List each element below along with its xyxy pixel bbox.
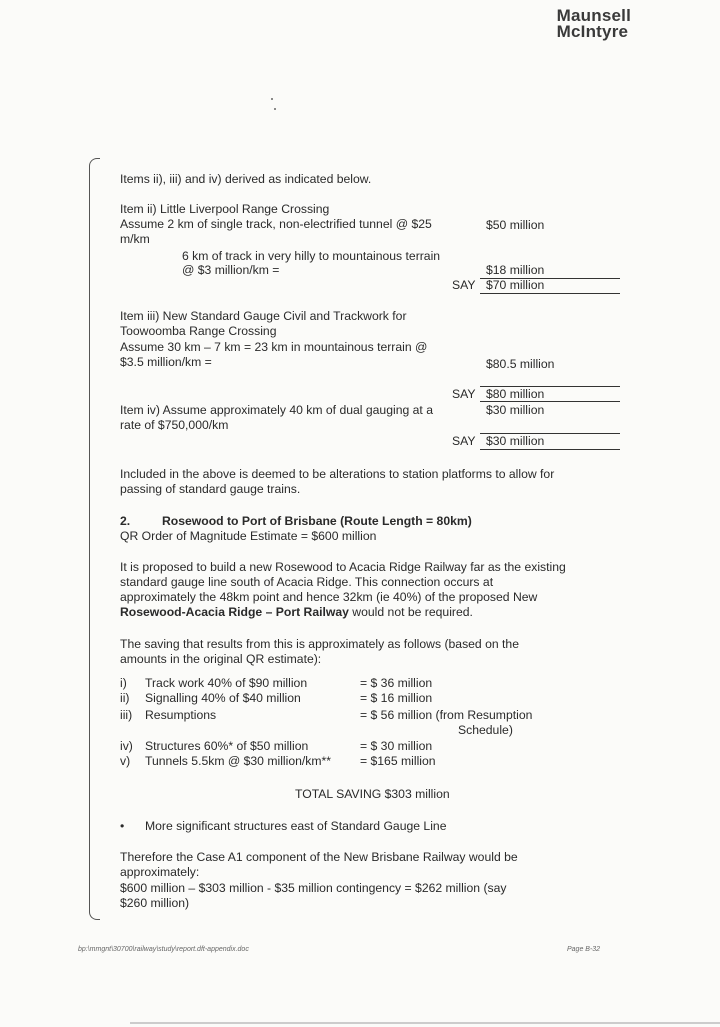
saving-item-label: Track work 40% of $90 million: [145, 676, 308, 690]
item2-amount1: $50 million: [486, 218, 545, 232]
proposal-railway-name: Rosewood-Acacia Ridge – Port Railway: [120, 605, 349, 619]
item2-line1: Assume 2 km of single track, non-electrified tunnel @ $25: [120, 217, 432, 231]
saving-item-num: v): [120, 754, 131, 768]
company-logo: [557, 8, 631, 40]
scan-speck: [274, 108, 276, 110]
item2-title: Item ii) Little Liverpool Range Crossing: [120, 202, 330, 216]
section2-number: 2.: [120, 514, 131, 528]
item2-line1b: m/km: [120, 232, 150, 246]
item2-line2: 6 km of track in very hilly to mountainous terrain: [182, 249, 441, 263]
section2-estimate: QR Order of Magnitude Estimate = $600 million: [120, 529, 377, 543]
item3-say: SAY: [452, 387, 476, 401]
included-line2: passing of standard gauge trains.: [120, 482, 301, 496]
saving-item-num: i): [120, 676, 127, 690]
saving-item-num: iii): [120, 708, 133, 722]
item3-title: Item iii) New Standard Gauge Civil and Trackwork for: [120, 309, 407, 323]
conclusion-line4: $260 million): [120, 896, 190, 910]
margin-bracket: [89, 158, 100, 920]
item2-total-line: [480, 293, 620, 294]
saving-item-value: = $ 30 million: [360, 739, 433, 753]
item3-amount: $80.5 million: [486, 357, 555, 371]
item3-title2: Toowoomba Range Crossing: [120, 324, 277, 338]
item4-total-line: [480, 449, 620, 450]
saving-line1: The saving that results from this is approximately as follows (based on the: [120, 637, 519, 651]
footer-page: Page B-32: [567, 946, 601, 953]
included-line1: Included in the above is deemed to be alterations to station platforms to allow for: [120, 467, 555, 481]
scan-speck: [271, 98, 273, 100]
item2-say: SAY: [452, 278, 476, 292]
bullet-text: More significant structures east of Standard Gauge Line: [145, 819, 447, 833]
item4-line1: Item iv) Assume approximately 40 km of dual gauging at a: [120, 403, 433, 417]
logo-line-2: McIntyre: [556, 22, 629, 41]
item3-line1: Assume 30 km – 7 km = 23 km in mountainous terrain @: [120, 340, 428, 354]
saving-line2: amounts in the original QR estimate):: [120, 652, 322, 666]
saving-schedule: Schedule): [458, 723, 513, 737]
proposal-line3: approximately the 48km point and hence 32km (ie 40%) of the proposed New: [120, 590, 538, 604]
scan-edge: [130, 1022, 720, 1024]
saving-item-value: = $ 36 million: [360, 676, 433, 690]
item4-line2: rate of $750,000/km: [120, 418, 229, 432]
proposal-line1: It is proposed to build a new Rosewood to Acacia Ridge Railway far as the existing: [120, 560, 566, 574]
saving-item-label: Resumptions: [145, 708, 217, 722]
section2-title: Rosewood to Port of Brisbane (Route Length = 80km): [162, 514, 472, 528]
logo-line-1: Maunsell: [556, 6, 631, 25]
conclusion-line3: $600 million – $303 million - $35 million contingency = $262 million (say: [120, 881, 507, 895]
item4-say-amount: $30 million: [486, 434, 545, 448]
footer-path: bp:\mmgnt\30700\railway\study\report.dft-appendix.doc: [78, 946, 249, 953]
item3-say-amount: $80 million: [486, 387, 545, 401]
item2-amount2: $18 million: [486, 263, 545, 277]
total-saving: TOTAL SAVING $303 million: [295, 787, 450, 801]
item3-line2: $3.5 million/km =: [120, 355, 212, 369]
saving-item-label: Tunnels 5.5km @ $30 million/km**: [145, 754, 332, 768]
proposal-line4: [120, 605, 473, 619]
bullet-dot: •: [120, 819, 125, 833]
saving-item-label: Signalling 40% of $40 million: [145, 691, 301, 705]
item4-amount: $30 million: [486, 403, 545, 417]
saving-item-value: = $165 million: [360, 754, 436, 768]
conclusion-line1: Therefore the Case A1 component of the New Brisbane Railway would be: [120, 850, 518, 864]
intro-text: Items ii), iii) and iv) derived as indicated below.: [120, 172, 372, 186]
saving-item-value: = $ 56 million (from Resumption: [360, 708, 533, 722]
saving-item-num: ii): [120, 691, 130, 705]
item2-say-amount: $70 million: [486, 278, 545, 292]
conclusion-line2: approximately:: [120, 865, 200, 879]
item2-line3: @ $3 million/km =: [182, 263, 280, 277]
proposal-line4-rest: would not be required.: [348, 605, 473, 619]
item3-total-line: [480, 401, 620, 402]
saving-item-label: Structures 60%* of $50 million: [145, 739, 309, 753]
saving-item-value: = $ 16 million: [360, 691, 433, 705]
proposal-line2: standard gauge line south of Acacia Ridge. This connection occurs at: [120, 575, 494, 589]
item4-say: SAY: [452, 434, 476, 448]
saving-item-num: iv): [120, 739, 133, 753]
